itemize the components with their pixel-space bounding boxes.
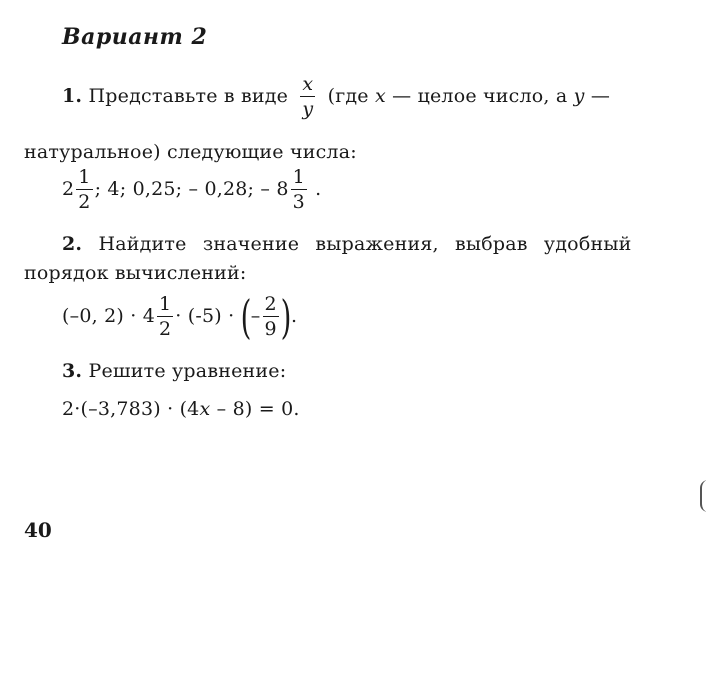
fraction-denominator: y bbox=[302, 98, 314, 120]
equation-start: 2·(–3,783) · (4 bbox=[62, 398, 200, 420]
fraction-denominator: 9 bbox=[264, 318, 277, 340]
expr-mid: · (-5) · bbox=[175, 305, 235, 327]
task3-line bbox=[62, 360, 286, 382]
task1-dash: — bbox=[590, 85, 611, 107]
task1-var-x: x bbox=[374, 85, 386, 107]
big-paren-left: ( bbox=[240, 290, 252, 344]
fraction-numerator: 1 bbox=[292, 166, 305, 188]
task1-line1 bbox=[62, 75, 610, 119]
fraction-numerator: x bbox=[300, 75, 315, 97]
task1-text: Представьте в виде bbox=[88, 85, 289, 107]
number-sequence: ; 4; 0,25; – 0,28; – 8 bbox=[94, 178, 289, 200]
task2-text-line1: Найдите значение выражения, выбрав удобный bbox=[98, 233, 632, 255]
variant-title: Вариант 2 bbox=[62, 24, 208, 50]
task2-expression bbox=[62, 290, 298, 344]
mixed1-whole: 2 bbox=[62, 178, 75, 200]
task1-line2: натуральное) следующие числа: bbox=[24, 141, 357, 163]
task1-number: 1. bbox=[62, 85, 83, 107]
mixed2-fraction bbox=[291, 168, 307, 212]
expr-start: (–0, 2) · 4 bbox=[62, 305, 155, 327]
task3-equation bbox=[62, 398, 300, 420]
task1-end: . bbox=[315, 178, 322, 200]
task2-line2: порядок вычислений: bbox=[24, 262, 247, 284]
equation-var: x bbox=[199, 398, 211, 420]
fraction-denominator: 3 bbox=[292, 191, 305, 213]
fraction-numerator: 1 bbox=[159, 293, 172, 315]
fraction-denominator: 2 bbox=[159, 318, 172, 340]
task3-number: 3. bbox=[62, 360, 83, 382]
task1-var-y: y bbox=[573, 85, 585, 107]
task1-paren-open: (где bbox=[327, 85, 369, 107]
task2-end: . bbox=[290, 305, 298, 327]
big-paren-right: ) bbox=[280, 290, 292, 344]
page-edge-mark bbox=[700, 480, 706, 512]
page-number: 40 bbox=[24, 518, 52, 542]
task1-xy-fraction bbox=[300, 75, 315, 119]
expr-negative: – bbox=[250, 305, 261, 327]
task1-numbers bbox=[62, 168, 321, 212]
expr-mixed-fraction bbox=[157, 295, 173, 339]
fraction-denominator: 2 bbox=[78, 191, 91, 213]
task2-number: 2. bbox=[62, 233, 83, 255]
mixed1-fraction bbox=[76, 168, 92, 212]
task3-text: Решите уравнение: bbox=[88, 360, 287, 382]
expr-fraction bbox=[263, 295, 279, 339]
task1-mid-text: — целое число, а bbox=[392, 85, 568, 107]
fraction-numerator: 1 bbox=[78, 166, 91, 188]
fraction-numerator: 2 bbox=[264, 293, 277, 315]
task2-line1 bbox=[62, 233, 632, 255]
equation-end: – 8) = 0. bbox=[216, 398, 300, 420]
